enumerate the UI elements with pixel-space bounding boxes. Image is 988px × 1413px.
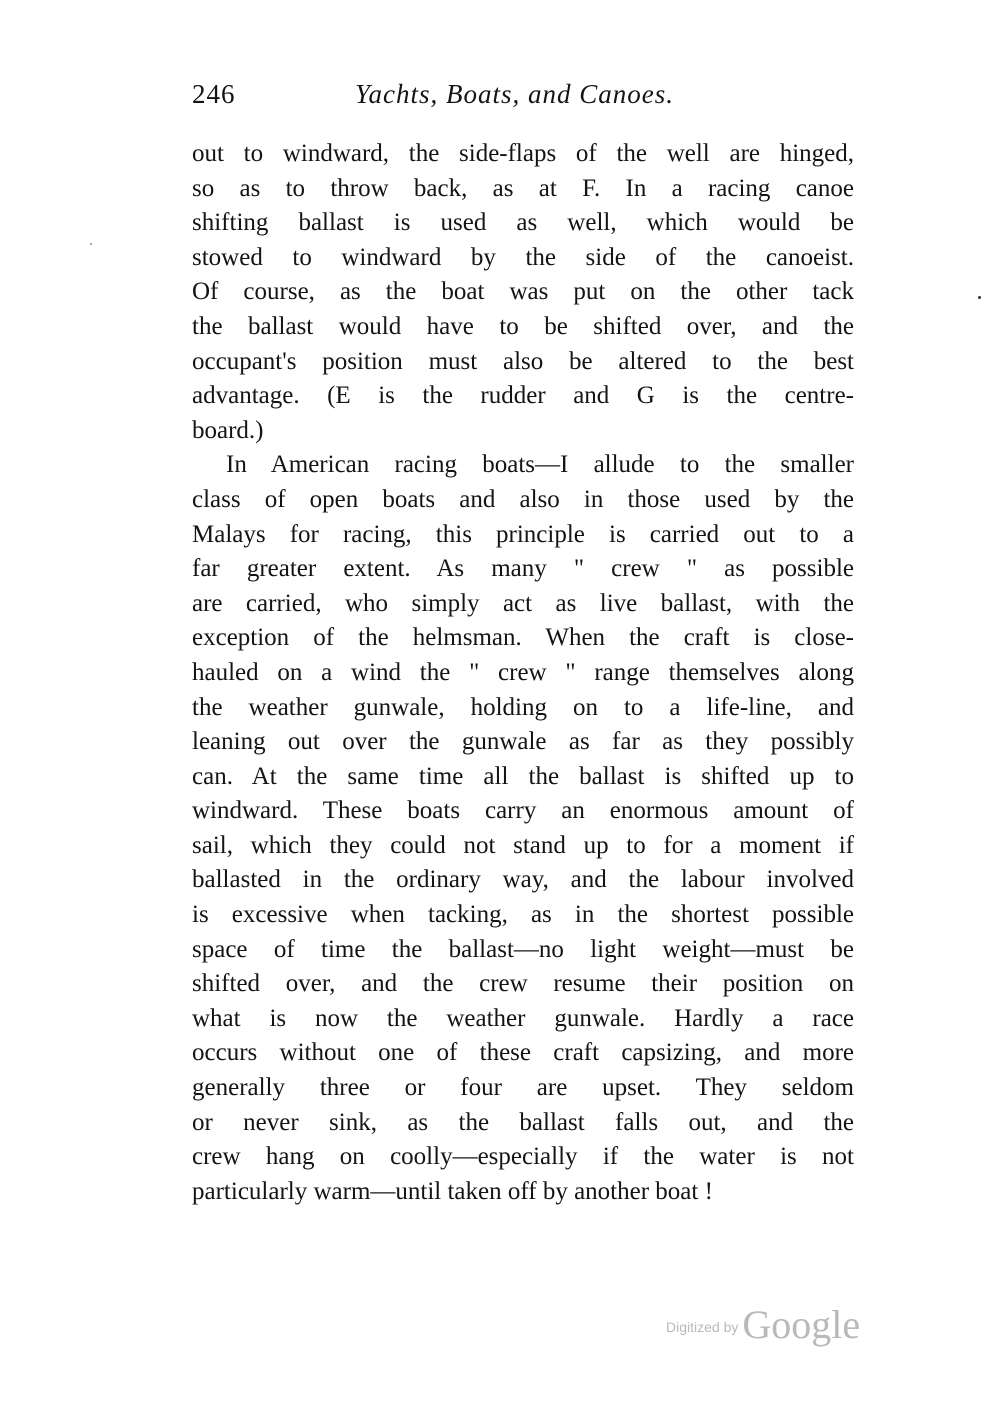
stray-mark xyxy=(978,296,981,299)
stray-mark xyxy=(90,243,92,245)
text-line: board.) xyxy=(192,416,264,444)
text-line: crew hang on coolly—especially if the water is not xyxy=(192,1143,854,1171)
text-line: windward. These boats carry an enormous amount of xyxy=(192,797,854,825)
text-line: so as to throw back, as at F. In a racing canoe xyxy=(192,174,854,202)
text-line: the weather gunwale, holding on to a life-line, and xyxy=(192,693,854,721)
text-line: far greater extent. As many " crew " as possible xyxy=(192,555,854,583)
text-line: occupant's position must also be altered to the best xyxy=(192,347,854,375)
text-line: leaning out over the gunwale as far as they possibly xyxy=(192,728,854,756)
text-line: hauled on a wind the " crew " range themselves along xyxy=(192,658,854,686)
text-line: sail, which they could not stand up to for a moment if xyxy=(192,831,854,859)
watermark-brand: Google xyxy=(742,1302,861,1347)
text-line: exception of the helmsman. When the craft is close- xyxy=(192,624,854,652)
text-line: the ballast would have to be shifted over, and the xyxy=(192,312,854,340)
text-line: generally three or four are upset. They seldom xyxy=(192,1074,854,1102)
text-line: stowed to windward by the side of the canoeist. xyxy=(192,243,854,271)
text-line: class of open boats and also in those used by the xyxy=(192,485,854,513)
text-line: what is now the weather gunwale. Hardly a race xyxy=(192,1004,854,1032)
body-text xyxy=(192,137,854,1209)
page-number: 246 xyxy=(192,79,236,109)
text-line: occurs without one of these craft capsizing, and more xyxy=(192,1039,854,1067)
text-line: space of time the ballast—no light weight—must be xyxy=(192,935,854,963)
text-line: particularly warm—until taken off by another boat ! xyxy=(192,1177,713,1205)
text-line: Of course, as the boat was put on the other tack xyxy=(192,278,854,306)
text-line: out to windward, the side-flaps of the well are hinged, xyxy=(192,140,854,167)
text-line: shifted over, and the crew resume their position on xyxy=(192,970,854,998)
text-line: In American racing boats—I allude to the smaller xyxy=(226,451,854,479)
text-line: advantage. (E is the rudder and G is the centre- xyxy=(192,382,854,410)
running-title: Yachts, Boats, and Canoes. xyxy=(355,79,675,109)
text-line: or never sink, as the ballast falls out, and the xyxy=(192,1108,854,1136)
text-line: ballasted in the ordinary way, and the labour involved xyxy=(192,866,854,894)
text-line: shifting ballast is used as well, which would be xyxy=(192,209,854,237)
text-line: Malays for racing, this principle is carried out to a xyxy=(192,520,854,548)
text-line: are carried, who simply act as live ballast, with the xyxy=(192,589,854,617)
watermark-prefix: Digitized by xyxy=(666,1319,739,1335)
text-line: can. At the same time all the ballast is shifted up to xyxy=(192,762,854,790)
text-line: is excessive when tacking, as in the shortest possible xyxy=(192,901,854,929)
digitized-watermark xyxy=(666,1301,860,1348)
